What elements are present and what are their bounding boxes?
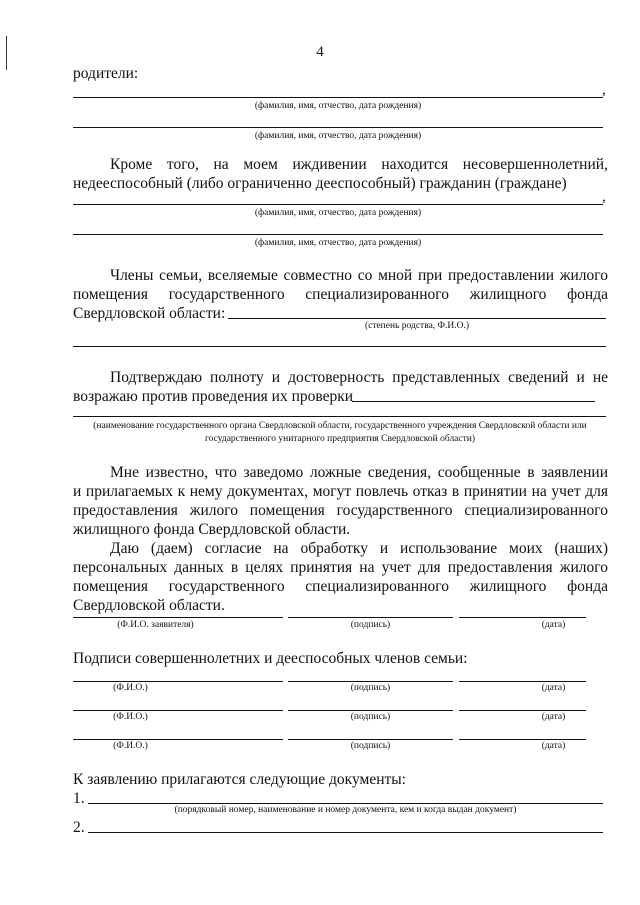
family-signature-caption: (подпись) <box>350 741 391 751</box>
applicant-signature-caption: (подпись) <box>350 620 391 630</box>
family-signature-line[interactable] <box>288 739 453 740</box>
attachment-1-line[interactable] <box>88 803 603 804</box>
family-line-3: Свердловской области: <box>73 305 226 322</box>
confirm-line-2: возражаю против проведения их проверки <box>73 388 354 405</box>
family-fio-caption: (Ф.И.О.) <box>113 741 148 751</box>
word: того, <box>166 156 199 173</box>
dependent-1-caption: (фамилия, имя, отчество, дата рождения) <box>254 208 422 218</box>
awareness-line-2: и прилагаемых к нему документах, могут повлечь отказ в принятии на учет для <box>73 483 608 500</box>
dependent-2-line[interactable] <box>73 234 603 235</box>
dependent-1-line[interactable] <box>73 204 603 205</box>
word: Кроме <box>110 156 153 173</box>
applicant-fio-line[interactable] <box>73 617 283 618</box>
applicant-date-line[interactable] <box>459 617 586 618</box>
attachment-number: 1. <box>73 790 85 807</box>
awareness-line-4: жилищного фонда Свердловской области. <box>73 521 351 538</box>
attachments-title: К заявлению прилагаются следующие документы: <box>73 771 406 788</box>
confirm-line-1: Подтверждаю полноту и достоверность представленных сведений и не <box>110 369 608 386</box>
dependent-2-caption: (фамилия, имя, отчество, дата рождения) <box>254 238 422 248</box>
confirm-caption: (наименование государственного органа Свердловской области, государственного учреждения Свердловской области или государственного унитарного предприятия Свердловской области) <box>93 421 587 444</box>
verification-authority-line[interactable] <box>352 401 595 402</box>
family-members-line-2[interactable] <box>73 346 606 347</box>
applicant-date-caption: (дата) <box>541 620 566 630</box>
consent-line-2: персональных данных в целях принятия на учет для предоставления жилого <box>73 559 608 576</box>
word: иждивении <box>292 156 367 173</box>
family-caption: (степень родства, Ф.И.О.) <box>364 321 470 331</box>
verification-authority-line-2[interactable] <box>73 416 606 417</box>
consent-line-3: помещения государственного специализированного жилищного фонда <box>73 578 608 595</box>
dependents-line-1 <box>110 155 608 174</box>
family-date-line[interactable] <box>459 710 586 711</box>
family-date-line[interactable] <box>459 681 586 682</box>
awareness-line-1: Мне известно, что заведомо ложные сведения, сообщенные в заявлении <box>110 464 608 481</box>
family-signature-line[interactable] <box>288 710 453 711</box>
family-fio-line[interactable] <box>73 710 283 711</box>
parent-1-caption: (фамилия, имя, отчество, дата рождения) <box>254 101 422 111</box>
word: находится <box>381 156 449 173</box>
consent-line-4: Свердловской области. <box>73 597 225 614</box>
parent-1-line[interactable] <box>73 97 603 98</box>
word: моем <box>243 156 278 173</box>
family-date-line[interactable] <box>459 739 586 740</box>
parent-2-caption: (фамилия, имя, отчество, дата рождения) <box>254 131 422 141</box>
comma: , <box>602 82 606 98</box>
family-line-1: Члены семьи, вселяемые совместно со мной при предоставлении жилого <box>110 267 608 284</box>
family-members-line[interactable] <box>228 318 606 319</box>
attachment-number: 2. <box>73 819 85 836</box>
family-date-caption: (дата) <box>541 683 566 693</box>
awareness-line-3: предоставления жилого помещения государственного специализированного <box>73 502 608 519</box>
parents-label: родители: <box>73 65 139 82</box>
family-signature-line[interactable] <box>288 681 453 682</box>
family-signature-caption: (подпись) <box>350 712 391 722</box>
family-fio-caption: (Ф.И.О.) <box>113 712 148 722</box>
applicant-fio-caption: (Ф.И.О. заявителя) <box>117 620 194 630</box>
word: на <box>213 156 229 173</box>
consent-line-1: Даю (даем) согласие на обработку и использование моих (наших) <box>110 540 608 557</box>
parent-2-line[interactable] <box>73 127 603 128</box>
family-line-2: помещения государственного специализированного жилищного фонда <box>73 286 608 303</box>
page-number: 4 <box>316 44 324 60</box>
applicant-signature-line[interactable] <box>288 617 453 618</box>
attachment-2-line[interactable] <box>88 832 603 833</box>
family-fio-line[interactable] <box>73 739 283 740</box>
attachment-caption: (порядковый номер, наименование и номер документа, кем и когда выдан документ) <box>174 805 517 815</box>
family-signature-caption: (подпись) <box>350 683 391 693</box>
comma: , <box>602 189 606 205</box>
word: несовершеннолетний, <box>462 156 608 173</box>
family-date-caption: (дата) <box>541 712 566 722</box>
family-signatures-title: Подписи совершеннолетних и дееспособных членов семьи: <box>73 650 468 667</box>
dependents-line-2: недееспособный (либо ограниченно дееспособный) гражданин (граждане) <box>73 175 567 192</box>
family-fio-line[interactable] <box>73 681 283 682</box>
family-date-caption: (дата) <box>541 741 566 751</box>
family-fio-caption: (Ф.И.О.) <box>113 683 148 693</box>
